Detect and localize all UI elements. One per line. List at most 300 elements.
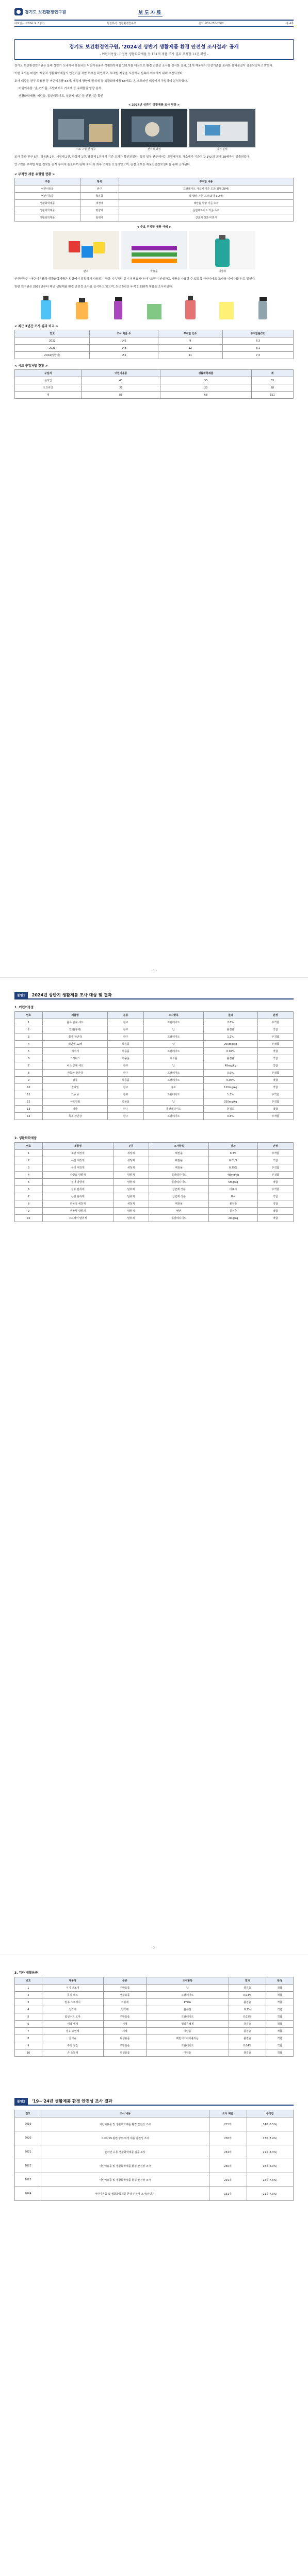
table-cell: 4 bbox=[15, 1041, 43, 1048]
photo bbox=[53, 109, 119, 151]
table-cell: 세탁 세제 bbox=[42, 2021, 103, 2028]
col-header: 번호 bbox=[15, 1977, 42, 1985]
section-header bbox=[14, 992, 294, 999]
table-cell: 142 bbox=[90, 337, 158, 345]
table-cell: 유리 세정제 bbox=[42, 1164, 113, 1172]
table-cell: 9 bbox=[158, 337, 223, 345]
table-body bbox=[15, 1985, 294, 2057]
table-cell: 메탄올 bbox=[149, 1150, 209, 1157]
table-cell: 살균제 성분 bbox=[149, 1193, 209, 1200]
contact: 문의: 031-250-2500 bbox=[199, 22, 224, 25]
table-cell: 부적합 bbox=[257, 1164, 293, 1172]
table-cell: 생활화학제품 bbox=[15, 200, 80, 207]
table-cell: 1.5% bbox=[204, 1091, 257, 1098]
table-cell: 메탄올 bbox=[149, 1200, 209, 1208]
col-header: 조사 제품 bbox=[209, 2110, 247, 2117]
table-cell: 메탄올 bbox=[149, 1157, 209, 1164]
table-cell: 메탄올 bbox=[146, 2049, 229, 2057]
table-cell: 프탈레이트 bbox=[146, 2013, 229, 2021]
table-cell: 샤프연필 bbox=[42, 1098, 108, 1106]
table-cell: 부적합 bbox=[257, 1070, 293, 1077]
product-photo-image bbox=[189, 231, 255, 273]
table-cell: 6 bbox=[15, 2021, 42, 2028]
table-cell: 0.03% bbox=[229, 1992, 266, 1999]
table-row bbox=[15, 1048, 294, 1055]
table-cell: 적합 bbox=[257, 1062, 293, 1070]
table-cell: 섬유 유연제 bbox=[42, 2028, 103, 2035]
logo-icon bbox=[14, 8, 23, 15]
table-cell: 학용품 bbox=[108, 1048, 143, 1055]
table-body bbox=[15, 377, 294, 399]
table-row bbox=[15, 200, 294, 207]
table-cell: 코로나19 관련 방역·위생 제품 안전성 조사 bbox=[41, 2131, 209, 2145]
table-cell: 48mg/kg bbox=[209, 1172, 257, 1179]
table-cell: 불검출 bbox=[229, 1999, 266, 2006]
table-row bbox=[15, 2159, 294, 2173]
table-cell: 적합 bbox=[257, 1179, 293, 1186]
table-row bbox=[15, 1062, 294, 1070]
table-cell: 완구 bbox=[108, 1033, 143, 1041]
photo bbox=[121, 109, 187, 151]
col-header: 부적합률(%) bbox=[223, 330, 294, 337]
table-cell: 붕소 bbox=[143, 1084, 203, 1091]
table-cell: 신발 탈취제 bbox=[42, 1193, 113, 1200]
table-row bbox=[15, 1200, 294, 1208]
col-header: 분류 bbox=[108, 1012, 143, 1019]
table-cell: 폼알데하이드 bbox=[143, 1106, 203, 1113]
lab-photo-image bbox=[53, 109, 119, 151]
table-cell: 불검출 bbox=[204, 1055, 257, 1062]
table-cell: 4 bbox=[15, 1172, 43, 1179]
page-subtitle: - 어린이용품, 가정용 생활화학제품 등 151개 제품 조사 결과 부적합 11건 확인 - bbox=[100, 53, 208, 56]
col-header: 조사항목 bbox=[146, 1977, 229, 1985]
table-cell: 8.1 bbox=[223, 345, 294, 352]
table-cell: 납 함량 기준 초과(최대 3.2배) bbox=[119, 193, 294, 200]
table-cell: 2 bbox=[15, 1157, 43, 1164]
table-cell: 2020 bbox=[15, 2131, 41, 2145]
table-cell: 290mg/kg bbox=[204, 1041, 257, 1048]
table-cell: 부적합 bbox=[257, 1150, 293, 1157]
table-cell: 부적합 bbox=[257, 1091, 293, 1098]
table-cell: 필통 bbox=[42, 1077, 108, 1084]
table-cell: 적합 bbox=[257, 1084, 293, 1091]
col-header: 번호 bbox=[15, 1143, 43, 1150]
col-header: 결과 bbox=[204, 1012, 257, 1019]
table-row bbox=[15, 384, 294, 392]
subsection-title: 3. 기타 생활용품 bbox=[14, 1971, 38, 1975]
table-body bbox=[15, 2117, 294, 2201]
table-cell: 물총 장난감 bbox=[42, 1033, 108, 1041]
table-cell: 0.1% bbox=[229, 2006, 266, 2013]
table-cell: 9 bbox=[15, 1077, 43, 1084]
table-cell: 적합 bbox=[257, 1106, 293, 1113]
table-cell: 35 bbox=[82, 384, 160, 392]
table-cell: 어린이용품 bbox=[15, 185, 80, 193]
table-cell: 적합 bbox=[257, 1157, 293, 1164]
table-cell: 메탄올 함량 기준 초과 bbox=[119, 200, 294, 207]
table-cell: 11개(7.3%) bbox=[247, 2187, 293, 2201]
table-cell: 120mg/kg bbox=[204, 1084, 257, 1091]
product-image bbox=[174, 293, 207, 319]
col-header: 구분 bbox=[15, 178, 80, 185]
table-row bbox=[15, 193, 294, 200]
table-cell: 납 bbox=[146, 1985, 229, 1992]
section-tag: 붙임2 bbox=[14, 2098, 28, 2105]
table-cell: 접착제 bbox=[103, 2006, 146, 2013]
table-body bbox=[15, 1150, 294, 1222]
table-cell: 2023 bbox=[15, 345, 90, 352]
spray-icon bbox=[108, 295, 128, 319]
paragraph: 연구원은 부적합 제품 정보를 관계 부처에 통보하여 판매 중지 및 회수 조치를 요청하였으며, 관련 정보는 제품안전정보센터를 통해 공개된다. bbox=[14, 163, 191, 166]
etc-products-table bbox=[14, 1977, 294, 2057]
product-image bbox=[246, 293, 279, 319]
table-cell: 완구 bbox=[80, 185, 119, 193]
table-cell: 완구 bbox=[108, 1084, 143, 1091]
photo-label: 세정제 bbox=[189, 269, 255, 273]
table-cell: 완구 bbox=[108, 1026, 143, 1033]
table-cell: 291개 bbox=[209, 2173, 247, 2187]
table-cell: 카드뮴 bbox=[143, 1055, 203, 1062]
table-cell: 완구 bbox=[108, 1113, 143, 1120]
table-row bbox=[15, 1215, 294, 1222]
box-icon bbox=[144, 295, 165, 319]
table-cell: 부적합 bbox=[257, 1186, 293, 1193]
col-header: 분류 bbox=[103, 1977, 146, 1985]
table-cell: 7 bbox=[15, 2028, 42, 2035]
table-cell: 151 bbox=[90, 352, 158, 359]
table-cell: 섬유 탈취제 bbox=[42, 1186, 113, 1193]
table-cell: 적합 bbox=[257, 1208, 293, 1215]
table-cell: 적합 bbox=[266, 2013, 294, 2021]
table-cell: 22개(7.6%) bbox=[247, 2173, 293, 2187]
col-header: 제품명 bbox=[42, 1977, 103, 1985]
table-row bbox=[15, 207, 294, 214]
paragraph: 연구원장은 "어린이용품과 생활화학제품은 일상에서 밀접하게 사용되는 만큼 지속적인 감시가 필요하다"며 "도민이 안심하고 제품을 사용할 수 있도록 하반기에도 조사를 이어가겠다"고 말했다. bbox=[14, 278, 256, 281]
table-cell: 6 bbox=[15, 1186, 43, 1193]
sub-point: 어린이용품: 납, 카드뮴, 프탈레이트 가소제 등 유해물질 함량 분석 bbox=[19, 87, 102, 91]
photo-row bbox=[14, 231, 294, 273]
table-cell: 학용품 bbox=[108, 1041, 143, 1048]
bottle-icon bbox=[72, 295, 92, 319]
table-cell: 5 bbox=[15, 2013, 42, 2021]
table-cell: 7.3 bbox=[223, 352, 294, 359]
table-cell: 83 bbox=[82, 392, 160, 399]
table-cell: 접착제 bbox=[42, 2006, 103, 2013]
col-header: 구입처 bbox=[15, 370, 82, 377]
col-header: 제품명 bbox=[42, 1143, 113, 1150]
table-cell: 어린이용품 및 생활화학제품 환경 안전성 조사(상반기) bbox=[41, 2187, 209, 2201]
table-row bbox=[15, 1084, 294, 1091]
table-cell: 합성수지 도마 bbox=[42, 2013, 103, 2021]
section-tag: 붙임1 bbox=[14, 992, 28, 998]
table-cell: 납 bbox=[143, 1026, 203, 1033]
table-row bbox=[15, 2173, 294, 2187]
table-cell: 215개 bbox=[209, 2117, 247, 2131]
col-header: 판정 bbox=[257, 1143, 293, 1150]
table-row bbox=[15, 1985, 294, 1992]
title-box bbox=[14, 39, 294, 60]
table-cell: 납 bbox=[143, 1041, 203, 1048]
table-cell: 6 bbox=[15, 1055, 43, 1062]
col-header: 연도 bbox=[15, 2110, 41, 2117]
table-row bbox=[15, 2021, 294, 2028]
subsection-title: 2. 생활화학제품 bbox=[14, 1137, 37, 1140]
table-row bbox=[15, 2042, 294, 2049]
bottle-icon bbox=[180, 295, 201, 319]
col-header: 번호 bbox=[15, 1012, 43, 1019]
table-cell: 프탈레이트 bbox=[146, 1992, 229, 1999]
col-header: 제품명 bbox=[42, 1012, 108, 1019]
table-row bbox=[15, 2187, 294, 2201]
table-cell: 3 bbox=[15, 1999, 42, 2006]
table-row bbox=[15, 1019, 294, 1026]
table-cell: 148 bbox=[90, 345, 158, 352]
table-cell: 8 bbox=[15, 2035, 42, 2042]
table-cell: 학용품 bbox=[108, 1098, 143, 1106]
table-cell: 어린이용품 및 생활화학제품 환경 안전성 조사 bbox=[41, 2117, 209, 2131]
photo bbox=[53, 231, 119, 273]
table-cell: 퍼즐 bbox=[42, 1106, 108, 1113]
photo bbox=[189, 109, 255, 151]
photo-label: 시료 구입 및 접수 bbox=[53, 147, 119, 151]
table-cell: 적합 bbox=[266, 1999, 294, 2006]
table-row bbox=[15, 1164, 294, 1172]
page-1 bbox=[0, 0, 308, 977]
table-cell: 폼알데하이드 bbox=[149, 1215, 209, 1222]
table-cell: 프탈레이트 bbox=[143, 1113, 203, 1120]
table-cell: 프탈레이트 bbox=[146, 2042, 229, 2049]
table-cell: 13 bbox=[15, 1106, 43, 1113]
table-cell: 2022 bbox=[15, 337, 90, 345]
table-cell: 2019 bbox=[15, 2117, 41, 2131]
table-cell: 주방용품 bbox=[103, 2013, 146, 2021]
table-cell: 적합 bbox=[257, 1193, 293, 1200]
para3 bbox=[14, 277, 294, 290]
bottle-icon bbox=[36, 295, 56, 319]
paragraph: 한편 연구원은 2019년부터 매년 생활제품 환경 안전성 조사를 실시하고 있으며, 최근 5년간 누적 1,250개 제품을 조사하였다. bbox=[14, 285, 173, 289]
col-header: 부적합 건수 bbox=[158, 330, 223, 337]
table-cell: 적합 bbox=[266, 1985, 294, 1992]
nonconform-table bbox=[14, 178, 294, 222]
table-cell: 형광증백제 bbox=[146, 2021, 229, 2028]
table-cell: 11 bbox=[158, 352, 223, 359]
table-row bbox=[15, 185, 294, 193]
lab-photo-image bbox=[189, 109, 255, 151]
table-cell: 0.02% bbox=[229, 2013, 266, 2021]
col-header: 조사항목 bbox=[143, 1012, 203, 1019]
table-cell: 방향제 bbox=[113, 1208, 149, 1215]
table-cell: 적합 bbox=[257, 1215, 293, 1222]
table-cell: 욕실 세정제 bbox=[42, 1157, 113, 1164]
table-row bbox=[15, 2117, 294, 2131]
table-row bbox=[15, 2006, 294, 2013]
table-cell: 0.3% bbox=[209, 1150, 257, 1157]
table-row bbox=[15, 352, 294, 359]
table-cell: 68 bbox=[251, 384, 293, 392]
col-header: 생활화학제품 bbox=[160, 370, 252, 377]
table-cell: 다목적 세정제 bbox=[42, 1200, 113, 1208]
table-cell: 온라인 bbox=[15, 377, 82, 384]
product-image bbox=[138, 293, 171, 319]
table-cell: 적합 bbox=[266, 2006, 294, 2013]
table-cell: 물티슈 bbox=[42, 2035, 103, 2042]
photo-row bbox=[14, 109, 294, 151]
table-body bbox=[15, 185, 294, 222]
table-cell: 불검출 bbox=[229, 2021, 266, 2028]
table-row bbox=[15, 345, 294, 352]
col-header: 연도 bbox=[15, 330, 90, 337]
org-name: 경기도 보건환경연구원 bbox=[25, 9, 67, 14]
table-cell: 0.01% bbox=[209, 1157, 257, 1164]
table-row bbox=[15, 1070, 294, 1077]
table-cell: 학용품 bbox=[108, 1055, 143, 1062]
table-cell: 320mg/kg bbox=[204, 1098, 257, 1106]
table-cell: 불검출 bbox=[229, 2049, 266, 2057]
history-table bbox=[14, 2110, 294, 2201]
table-row bbox=[15, 1172, 294, 1179]
table-cell: 인형(봉제) bbox=[42, 1026, 108, 1033]
table-cell: 부적합 bbox=[257, 1033, 293, 1041]
table-cell: 목욕 장난감 bbox=[42, 1113, 108, 1120]
table-row bbox=[15, 377, 294, 384]
table-cell: 불검출 bbox=[229, 2035, 266, 2042]
table-cell: 2 bbox=[15, 1992, 42, 1999]
table-cell: 납 bbox=[143, 1098, 203, 1106]
page-number: - 2 - bbox=[151, 1946, 157, 1950]
table-cell: 생활용품 bbox=[103, 1992, 146, 1999]
col-header: 부적합 내용 bbox=[119, 178, 294, 185]
table-cell: 1 bbox=[15, 1985, 42, 1992]
table-cell: 2024(상반기) bbox=[15, 352, 90, 359]
col-header: 계 bbox=[251, 370, 293, 377]
dept: 담당부서: 생활환경연구부 bbox=[107, 22, 136, 25]
table-row bbox=[15, 1992, 294, 1999]
table-row bbox=[15, 2131, 294, 2145]
table-cell: 납 bbox=[143, 1062, 203, 1070]
table-cell: 슬라임 bbox=[42, 1084, 108, 1091]
table-cell: 0.04% bbox=[229, 2042, 266, 2049]
table-cell: 7 bbox=[15, 1193, 43, 1200]
table-cell: 비즈 공예 세트 bbox=[42, 1062, 108, 1070]
table-row bbox=[15, 1186, 294, 1193]
table-cell: 2 bbox=[15, 1026, 43, 1033]
table-cell: 9 bbox=[15, 2042, 42, 2049]
table-cell: 6.3 bbox=[223, 337, 294, 345]
page-title: 경기도 보건환경연구원, '2024년 상반기 생활제품 환경 안전성 조사결과' 공개 bbox=[69, 44, 239, 50]
table-cell: 0.05% bbox=[204, 1077, 257, 1084]
table-cell: 2023 bbox=[15, 2173, 41, 2187]
table-cell: 83 bbox=[251, 377, 293, 384]
table-title: < 시료 구입처별 현황 > bbox=[14, 364, 48, 368]
table-cell: 2mg/kg bbox=[209, 1215, 257, 1222]
table-cell: 방향제 bbox=[113, 1179, 149, 1186]
table-row bbox=[15, 1091, 294, 1098]
table-cell: 학용품 bbox=[80, 193, 119, 200]
product-image bbox=[210, 293, 243, 319]
table-cell: 탈취제 bbox=[80, 214, 119, 222]
table-cell: 코팅제 bbox=[103, 1999, 146, 2006]
table-cell: 1 bbox=[15, 1019, 43, 1026]
source-table bbox=[14, 369, 294, 399]
table-title: < 최근 3년간 조사 결과 비교 > bbox=[14, 325, 58, 329]
col-header: 어린이용품 bbox=[82, 370, 160, 377]
table-row bbox=[15, 1098, 294, 1106]
table-cell: 35 bbox=[160, 377, 252, 384]
table-cell: 적합 bbox=[257, 1200, 293, 1208]
table-row bbox=[15, 1208, 294, 1215]
page-number: - 1 - bbox=[151, 969, 157, 972]
table-cell: 불검출 bbox=[229, 1985, 266, 1992]
table-cell: 색연필 12색 bbox=[42, 1041, 108, 1048]
table-cell: 어린이용품 및 생활화학제품 환경 안전성 조사 bbox=[41, 2173, 209, 2187]
table-cell: 학용품 bbox=[108, 1077, 143, 1084]
release-date: 배포일시: 2024. 9. 3.(화) bbox=[14, 22, 45, 25]
table-cell: 완구 bbox=[108, 1106, 143, 1113]
table-cell: 세제 bbox=[103, 2028, 146, 2035]
table-cell: 프탈레이트 bbox=[143, 1033, 203, 1041]
intro-text bbox=[14, 64, 294, 99]
chem-products-table bbox=[14, 1142, 294, 1222]
table-cell: 10 bbox=[15, 1215, 43, 1222]
table-cell: 9 bbox=[15, 1208, 43, 1215]
table-row bbox=[15, 1055, 294, 1062]
col-header: 조사 제품 수 bbox=[90, 330, 158, 337]
table-cell: 세정제 bbox=[113, 1164, 149, 1172]
table-cell: 방향제 bbox=[80, 207, 119, 214]
table-cell: 폼알데하이드 기준 초과 bbox=[119, 207, 294, 214]
table-row bbox=[15, 1033, 294, 1041]
table-cell: 완구 bbox=[108, 1070, 143, 1077]
table-cell: 151 bbox=[251, 392, 293, 399]
table-cell: 불검출 bbox=[204, 1106, 257, 1113]
table-cell: 14개(6.5%) bbox=[247, 2117, 293, 2131]
page-2 bbox=[0, 977, 308, 1955]
table-cell: 세정제 bbox=[113, 1150, 149, 1157]
table-cell: 생활화학제품 bbox=[15, 214, 80, 222]
table-row bbox=[15, 2028, 294, 2035]
table-cell: 151개 bbox=[209, 2187, 247, 2201]
table-cell: 불검출 bbox=[229, 2028, 266, 2035]
figure-caption: < 2024년 상반기 생활제품 조사 현장 > bbox=[128, 103, 180, 107]
photo-label: 전처리 과정 bbox=[121, 147, 187, 151]
table-cell: 불검출 bbox=[209, 1200, 257, 1208]
table-cell: 적합 bbox=[257, 1077, 293, 1084]
paragraph: 조사 결과 완구 5건, 학용품 2건, 세정제 2건, 방향제 1건, 탈취제 1건에서 기준 초과가 확인되었다. 특히 일부 완구에서는 프탈레이트 가소제가 기준치(0.1%)의 최대 28배까지 검출되었다. bbox=[14, 155, 251, 159]
table-cell: 위생용품 bbox=[103, 2049, 146, 2057]
table-cell: 온라인 유통 생활화학제품 집중 조사 bbox=[41, 2145, 209, 2159]
table-title: < 부적합 제품 유형별 현황 > bbox=[14, 173, 55, 177]
table-cell: 254개 bbox=[209, 2145, 247, 2159]
lab-photo-image bbox=[121, 109, 187, 151]
table-cell: 세정제 bbox=[80, 200, 119, 207]
table-cell: 자동차 장난감 bbox=[42, 1070, 108, 1077]
intro-paragraph: 조사 대상은 완구·학용품 등 어린이용품 83개, 세정제·방향제·탈취제 등 생활화학제품 68개로, 온·오프라인 매장에서 구입하여 분석하였다. bbox=[14, 79, 188, 83]
col-header: 분류 bbox=[113, 1143, 149, 1150]
table-cell: 10 bbox=[15, 2049, 42, 2057]
table-cell: 5 bbox=[15, 1179, 43, 1186]
product-image bbox=[66, 293, 99, 319]
table-cell: 주방용품 bbox=[103, 1985, 146, 1992]
table-cell: 방수 스프레이 bbox=[42, 1999, 103, 2006]
col-header: 조사항목 bbox=[149, 1143, 209, 1150]
table-row bbox=[15, 2013, 294, 2021]
table-row bbox=[15, 1106, 294, 1113]
table-cell: 메틸이소티아졸리논 bbox=[146, 2035, 229, 2042]
product-image bbox=[29, 293, 62, 319]
col-header: 조사 내용 bbox=[41, 2110, 209, 2117]
table-body bbox=[15, 337, 294, 359]
info-bar bbox=[14, 20, 294, 27]
